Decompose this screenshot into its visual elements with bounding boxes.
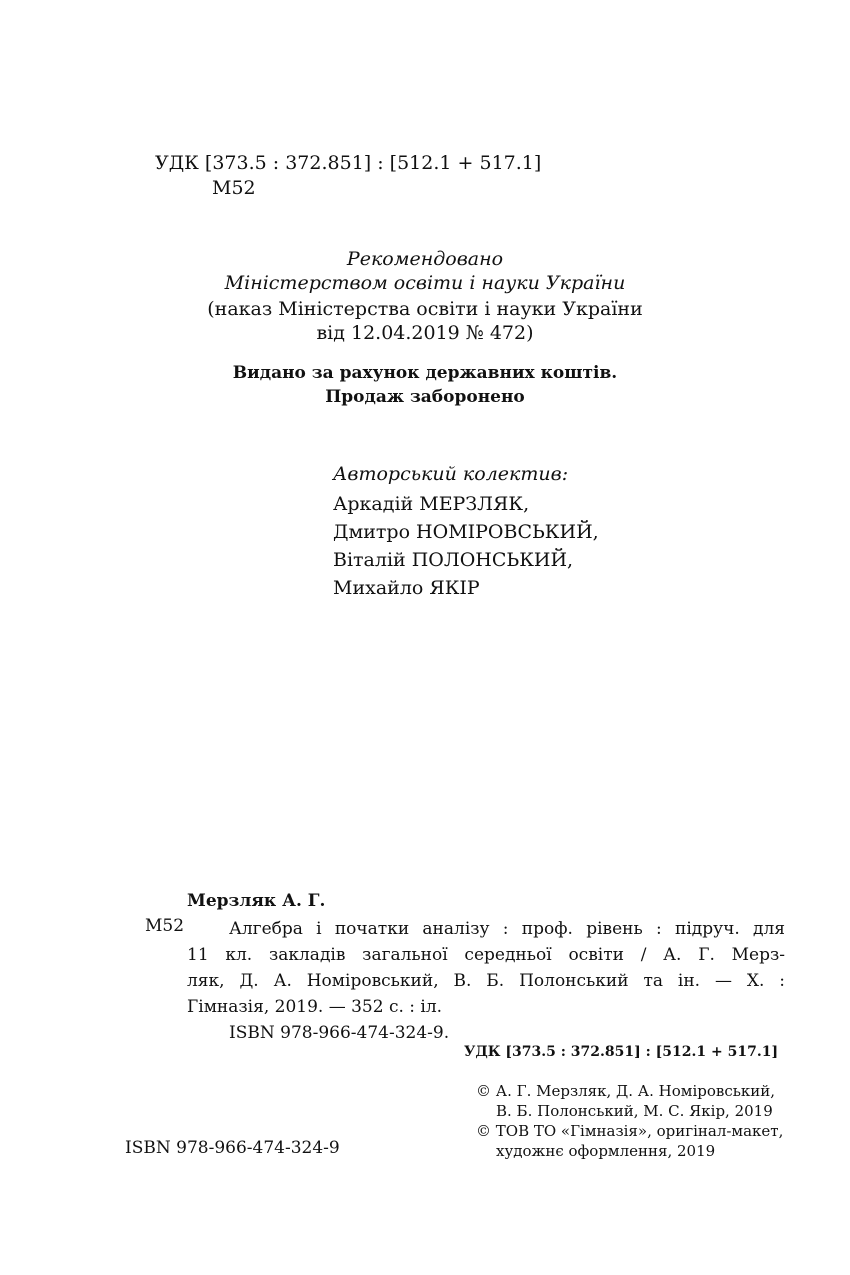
bib-isbn: ISBN 978-966-474-324-9. (229, 1023, 450, 1043)
bib-line: Гімназія, 2019. — 352 с. : іл. (187, 997, 443, 1017)
copyright-line: В. Б. Полонський, М. С. Якір, 2019 (496, 1102, 773, 1120)
funding-line: Видано за рахунок державних коштів. (232, 363, 618, 383)
order-date-line: від 12.04.2019 № 472) (316, 322, 534, 344)
footer-isbn: ISBN 978-966-474-324-9 (125, 1138, 340, 1158)
bib-description (187, 916, 787, 1046)
copyright-line: художнє оформлення, 2019 (496, 1142, 716, 1160)
author-name: Михайло ЯКІР (333, 577, 480, 599)
bib-line: 11 кл. закладів загальної середньої освіти / А. Г. Мерз- (187, 945, 785, 965)
recommended-line: Рекомендовано (346, 248, 504, 270)
bib-code: М52 (145, 916, 185, 936)
bib-line: Алгебра і початки аналізу : проф. рівень : підруч. для (229, 919, 785, 939)
book-code: М52 (212, 177, 256, 199)
copyright-line: © А. Г. Мерзляк, Д. А. Номіровський, (476, 1082, 776, 1100)
bib-line: ляк, Д. А. Номіровський, В. Б. Полонський та ін. — Х. : (187, 971, 785, 991)
sale-prohibited-line: Продаж заборонено (325, 387, 525, 407)
udk-header: УДК [373.5 : 372.851] : [512.1 + 517.1] (155, 152, 542, 174)
bib-author: Мерзляк А. Г. (187, 891, 326, 911)
author-name: Дмитро НОМІРОВСЬКИЙ, (333, 521, 599, 543)
order-line: (наказ Міністерства освіти і науки України (207, 298, 643, 320)
bib-udk: УДК [373.5 : 372.851] : [512.1 + 517.1] (464, 1044, 779, 1060)
author-name: Віталій ПОЛОНСЬКИЙ, (333, 549, 574, 571)
ministry-line: Міністерством освіти і науки України (224, 272, 626, 294)
copyright-line: © ТОВ ТО «Гімназія», оригінал-макет, (476, 1122, 784, 1140)
authors-heading: Авторський колектив: (333, 463, 569, 485)
author-name: Аркадій МЕРЗЛЯК, (333, 493, 530, 515)
